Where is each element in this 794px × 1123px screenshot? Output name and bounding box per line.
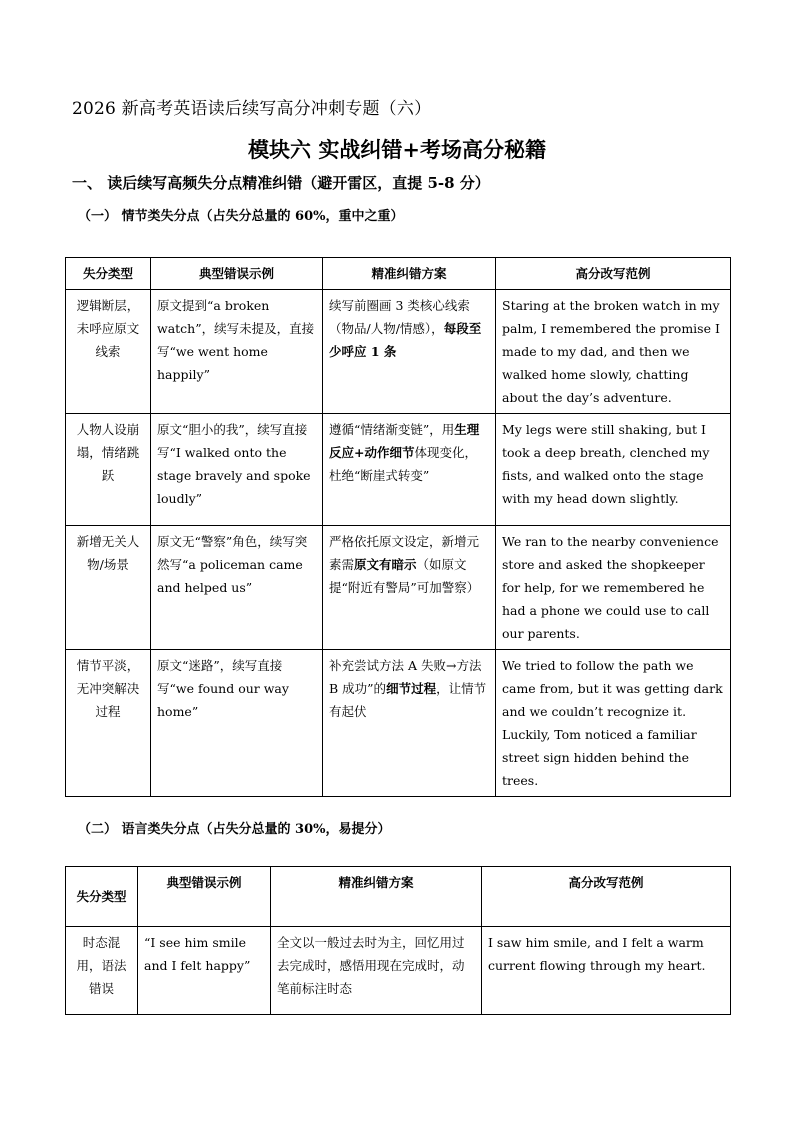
table-row xyxy=(66,526,731,650)
table-row xyxy=(66,927,731,1015)
table-row xyxy=(66,290,731,414)
fix-text: 体现变化，杜绝“断崖式转变” xyxy=(329,445,477,483)
column-header: 高分改写范例 xyxy=(482,867,731,927)
fix-cell xyxy=(323,414,496,526)
error-example-cell: 原文无“警察”角色，续写突然写“a policeman came and helped us” xyxy=(151,526,323,650)
column-header: 典型错误示例 xyxy=(138,867,271,927)
error-example-cell: 原文提到“a broken watch”，续写未提及，直接写“we went home happily” xyxy=(151,290,323,414)
plot-errors-table xyxy=(65,257,731,797)
error-type-cell: 时态混用，语法错误 xyxy=(66,927,138,1015)
rewrite-example-cell: We tried to follow the path we came from, but it was getting dark and we couldn’t recognize it. Luckily, Tom noticed a familiar street sign hidden behind the trees. xyxy=(496,650,731,797)
document-title: 2026 新高考英语读后续写高分冲刺专题（六） xyxy=(72,99,432,119)
column-header: 失分类型 xyxy=(66,258,151,290)
table-header-row xyxy=(66,867,731,927)
fix-text: 续写前圈画 3 类核心线索（物品/人物/情感）， xyxy=(329,298,470,336)
column-header: 典型错误示例 xyxy=(151,258,323,290)
error-example-cell: “I see him smile and I felt happy” xyxy=(138,927,271,1015)
column-header: 精准纠错方案 xyxy=(271,867,482,927)
fix-emphasis: 每段至少呼应 1 条 xyxy=(329,321,482,359)
fix-text: 补充尝试方法 A 失败→方法 B 成功”的 xyxy=(329,658,482,696)
fix-emphasis: 生理反应+动作细节 xyxy=(329,422,480,460)
error-type-cell: 新增无关人物/场景 xyxy=(66,526,151,650)
column-header: 精准纠错方案 xyxy=(323,258,496,290)
fix-cell: 全文以一般过去时为主，回忆用过去完成时，感悟用现在完成时，动笔前标注时态 xyxy=(271,927,482,1015)
fix-text: 严格依托原文设定，新增元素需 xyxy=(329,534,480,572)
subsection-heading-language: （二） 语言类失分点（占失分总量的 30%，易提分） xyxy=(78,822,391,837)
fix-emphasis: 细节过程 xyxy=(386,681,437,696)
fix-cell xyxy=(323,650,496,797)
table-row xyxy=(66,414,731,526)
error-type-cell: 人物人设崩塌，情绪跳跃 xyxy=(66,414,151,526)
fix-emphasis: 原文有暗示 xyxy=(354,557,417,572)
rewrite-example-cell: Staring at the broken watch in my palm, I remembered the promise I made to my dad, and then we walked home slowly, chatting about the day’s adventure. xyxy=(496,290,731,414)
subsection-heading-plot: （一） 情节类失分点（占失分总量的 60%，重中之重） xyxy=(78,209,404,224)
error-type-cell: 逻辑断层，未呼应原文线索 xyxy=(66,290,151,414)
column-header: 失分类型 xyxy=(66,867,138,927)
language-errors-table xyxy=(65,866,731,1015)
table-row xyxy=(66,650,731,797)
rewrite-example-cell: We ran to the nearby convenience store and asked the shopkeeper for help, for we remembered he had a phone we could use to call our parents. xyxy=(496,526,731,650)
fix-cell xyxy=(323,290,496,414)
fix-cell xyxy=(323,526,496,650)
rewrite-example-cell: My legs were still shaking, but I took a deep breath, clenched my fists, and walked onto the stage with my head down slightly. xyxy=(496,414,731,526)
fix-text: （如原文提“附近有警局”可加警察） xyxy=(329,557,480,595)
column-header: 高分改写范例 xyxy=(496,258,731,290)
error-example-cell: 原文“迷路”，续写直接写“we found our way home” xyxy=(151,650,323,797)
error-type-cell: 情节平淡，无冲突解决过程 xyxy=(66,650,151,797)
fix-text: 遵循“情绪渐变链”，用 xyxy=(329,422,455,437)
module-title: 模块六 实战纠错+考场高分秘籍 xyxy=(248,137,546,162)
table-header-row xyxy=(66,258,731,290)
error-example-cell: 原文“胆小的我”，续写直接写“I walked onto the stage bravely and spoke loudly” xyxy=(151,414,323,526)
section-heading: 一、 读后续写高频失分点精准纠错（避开雷区，直提 5-8 分） xyxy=(72,174,490,192)
rewrite-example-cell: I saw him smile, and I felt a warm current flowing through my heart. xyxy=(482,927,731,1015)
fix-text: ，让情节有起伏 xyxy=(329,681,487,719)
